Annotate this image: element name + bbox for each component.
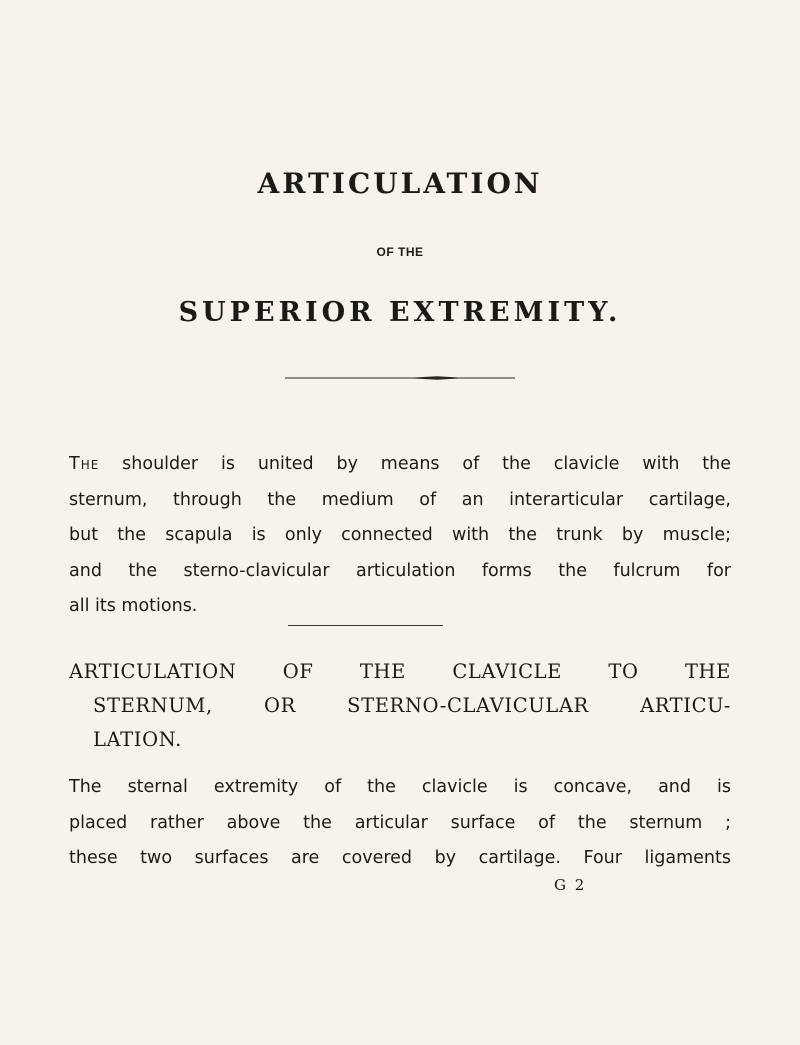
signature-mark: G 2 bbox=[554, 876, 587, 894]
chapter-title-line1: ARTICULATION bbox=[257, 167, 543, 200]
intro-line-3: but the scapula is only connected with the trunk by muscle; bbox=[69, 525, 731, 545]
section-heading-line-2: STERNUM, OR STERNO-CLAVICULAR ARTICU- bbox=[93, 694, 731, 717]
section-heading-line-3: LATION. bbox=[93, 728, 182, 751]
intro-line-2: sternum, through the medium of an interarticular cartilage, bbox=[69, 489, 731, 510]
section-heading bbox=[69, 655, 731, 757]
section-body-paragraph bbox=[69, 770, 731, 877]
ornamental-rule bbox=[285, 375, 515, 381]
section-heading-line-1: ARTICULATION OF THE CLAVICLE TO THE bbox=[69, 660, 731, 683]
chapter-title-line2: SUPERIOR EXTREMITY. bbox=[178, 297, 622, 328]
body-line-2: placed rather above the articular surface of the sternum ; bbox=[69, 812, 731, 833]
intro-line-1-text: shoulder is united by means of the clavicle with the bbox=[99, 454, 731, 474]
body-line-3: these two surfaces are covered by cartilage. Four ligaments bbox=[69, 848, 731, 868]
intro-line-4: and the sterno-clavicular articulation forms the fulcrum for bbox=[69, 560, 731, 581]
intro-line-5: all its motions. bbox=[69, 596, 198, 616]
intro-line-1 bbox=[69, 447, 731, 483]
chapter-title-of: OF THE bbox=[376, 245, 424, 259]
section-divider bbox=[288, 625, 443, 626]
intro-paragraph bbox=[69, 447, 731, 625]
body-line-1: The sternal extremity of the clavicle is concave, and is bbox=[69, 777, 731, 797]
intro-lead-word: The bbox=[69, 454, 100, 474]
